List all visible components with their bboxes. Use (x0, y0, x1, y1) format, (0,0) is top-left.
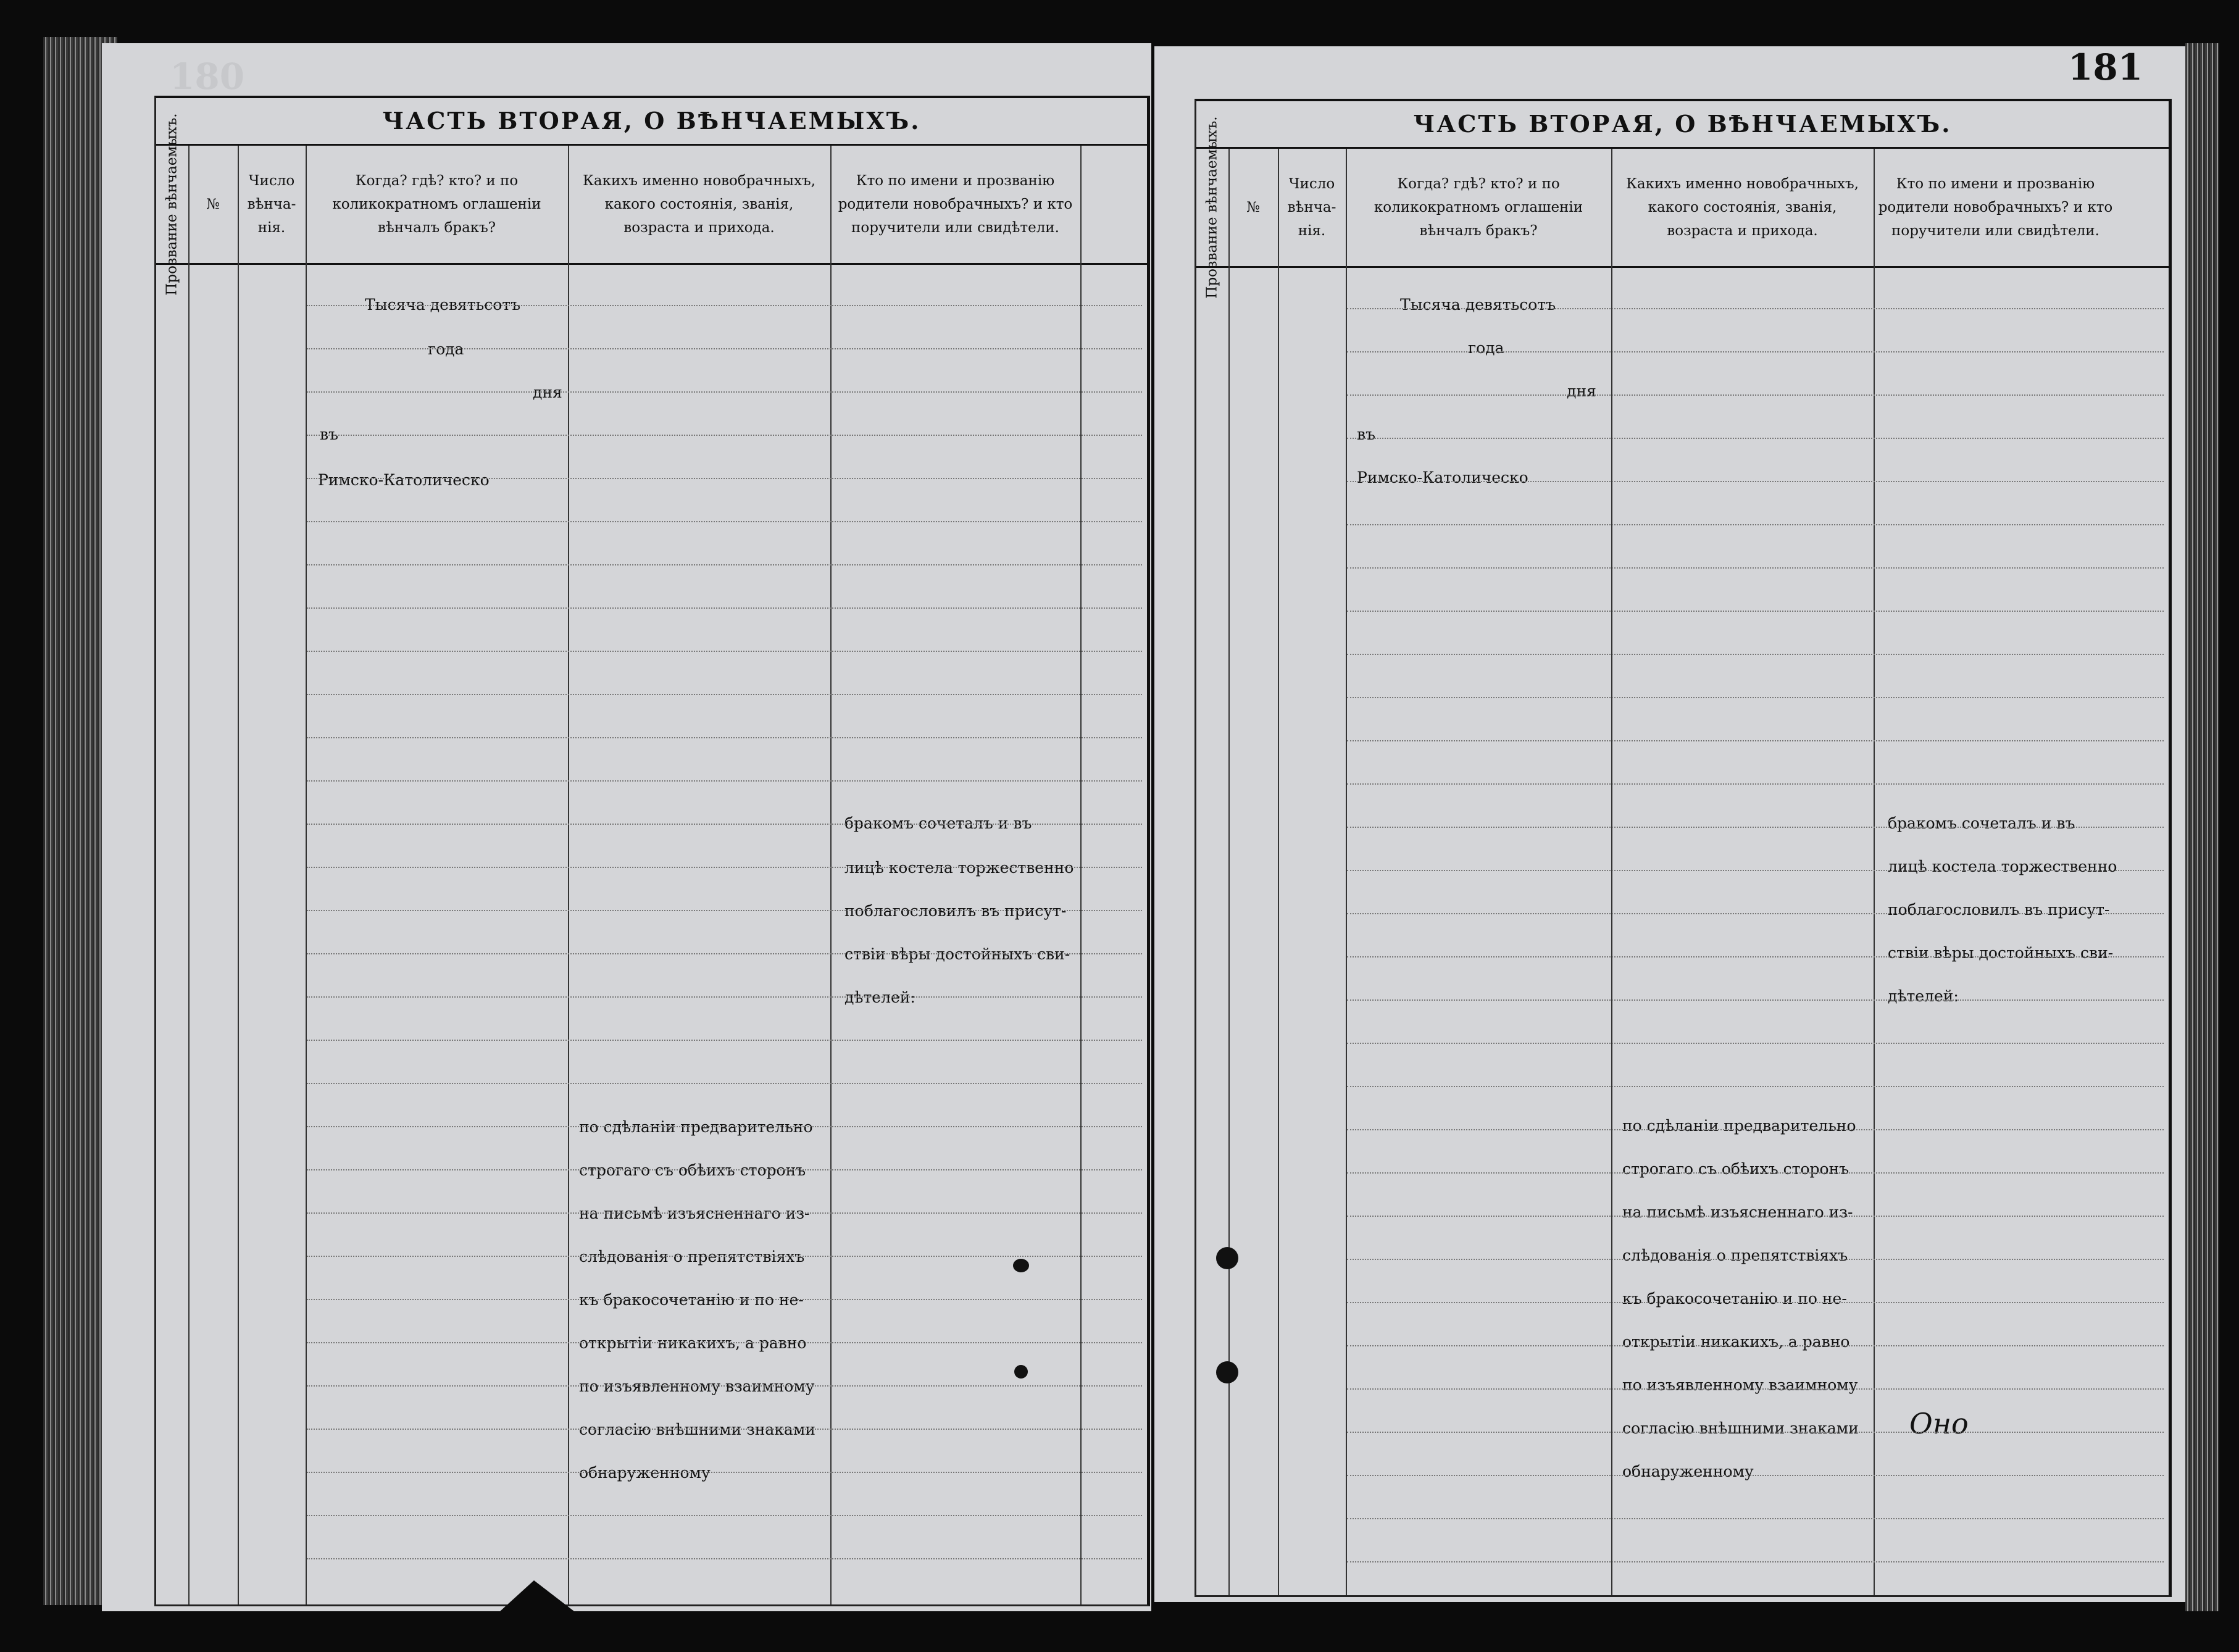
col-rule (1346, 149, 1347, 1595)
dotted-rule (307, 435, 1142, 436)
dotted-rule (307, 1558, 1142, 1559)
page-number-left: 180 (170, 56, 245, 98)
dotted-rule (307, 305, 1142, 306)
dotted-rule (307, 867, 1142, 868)
col-header-witnesses: Кто по имени и прозванію родители новобрачныхъ? и кто поручители или свидѣтели. (838, 173, 1073, 236)
dotted-rule (1347, 1043, 2164, 1044)
handwritten-mark: Оно (1909, 1407, 1969, 1440)
dotted-rule (1347, 1388, 2164, 1390)
ink-blot (1013, 1259, 1029, 1272)
dotted-rule (1347, 567, 2164, 569)
when-line-in: въ (320, 425, 338, 443)
dotted-rule (1347, 1259, 2164, 1260)
dotted-rule (307, 1256, 1142, 1257)
dotted-rule (1347, 1302, 2164, 1303)
col-header-surname: Прозвание вѣнчаемыхъ. (1204, 116, 1220, 299)
dotted-rule (1347, 827, 2164, 828)
inquiry-line: открытіи никакихъ, а равно (1622, 1333, 1850, 1351)
header-rule (156, 263, 1147, 265)
when-line-year: года (428, 340, 464, 358)
col-header-couple: Какихъ именно новобрачныхъ, какого состоянія, званія, возраста и прихода. (583, 173, 815, 236)
inquiry-line: къ бракосочетанію и по не- (579, 1291, 804, 1309)
inquiry-line: обнаруженному (579, 1464, 711, 1482)
dotted-rule (307, 1515, 1142, 1516)
inquiry-line: слѣдованія о препятствіяхъ (1622, 1246, 1848, 1264)
dotted-rule (307, 607, 1142, 609)
register-table-left (154, 96, 1150, 1606)
dotted-rule (1347, 438, 2164, 439)
when-line-church: Римско-Католическо (1357, 469, 1528, 486)
header-rule (1196, 266, 2169, 268)
left-page (102, 43, 1151, 1611)
when-line-in: въ (1357, 425, 1375, 443)
witness-line: поблагословилъ въ присут- (1888, 901, 2110, 919)
when-line-day: дня (533, 383, 562, 401)
inquiry-line: слѣдованія о препятствіяхъ (579, 1248, 805, 1266)
dotted-rule (1347, 1475, 2164, 1476)
inquiry-line: строгаго съ обѣихъ сторонъ (1622, 1160, 1849, 1178)
when-line-church: Римско-Католическо (318, 471, 490, 489)
dotted-rule (1347, 956, 2164, 957)
dotted-rule (1347, 1129, 2164, 1130)
dotted-rule (1347, 351, 2164, 353)
dotted-rule (1347, 394, 2164, 396)
dotted-rule (1347, 308, 2164, 309)
witness-line: ствіи вѣры достойныхъ сви- (844, 945, 1070, 963)
dotted-rule (1347, 1561, 2164, 1562)
dotted-rule (1347, 611, 2164, 612)
dotted-rule (307, 478, 1142, 479)
dotted-rule (1347, 1086, 2164, 1087)
dotted-rule (307, 521, 1142, 522)
inquiry-line: на письмѣ изъясненнаго из- (579, 1204, 810, 1222)
dotted-rule (1347, 999, 2164, 1001)
page-title-left: ЧАСТЬ ВТОРАЯ, О ВѢНЧАЕМЫХЪ. (156, 98, 1147, 146)
dotted-rule (1347, 783, 2164, 785)
col-rule (1874, 149, 1875, 1595)
register-table-right (1195, 99, 2172, 1597)
inquiry-line: по изъявленному взаимному (579, 1377, 815, 1395)
inquiry-line: согласію внѣшними знаками (579, 1420, 815, 1438)
dotted-rule (1347, 1216, 2164, 1217)
dotted-rule (307, 780, 1142, 782)
dotted-rule (307, 1429, 1142, 1430)
witness-line: дѣтелей: (844, 988, 915, 1006)
dotted-rule (1347, 1518, 2164, 1519)
dotted-rule (307, 1299, 1142, 1300)
dotted-rule (1347, 697, 2164, 698)
dotted-rule (307, 651, 1142, 652)
when-line-day: дня (1567, 382, 1596, 400)
dotted-rule (307, 1385, 1142, 1387)
inquiry-line: открытіи никакихъ, а равно (579, 1334, 807, 1352)
col-header-number: № (206, 196, 220, 212)
witness-line: лицѣ костела торжественно (844, 859, 1074, 877)
dotted-rule (1347, 481, 2164, 482)
dotted-rule (307, 1342, 1142, 1343)
dotted-rule (307, 564, 1142, 565)
binding-hole (1216, 1361, 1238, 1383)
dotted-rule (307, 391, 1142, 393)
binding-hole (1216, 1247, 1238, 1269)
dotted-rule (307, 694, 1142, 695)
inquiry-line: на письмѣ изъясненнаго из- (1622, 1203, 1853, 1221)
page-number-right: 181 (2068, 46, 2143, 88)
torn-corner (398, 1580, 694, 1611)
dotted-rule (307, 1040, 1142, 1041)
when-line-year-label: Тысяча девятьсотъ (1400, 296, 1556, 314)
dotted-rule (1347, 1172, 2164, 1174)
col-rule (188, 146, 190, 1604)
page-title-right: ЧАСТЬ ВТОРАЯ, О ВѢНЧАЕМЫХЪ. (1196, 101, 2169, 149)
inquiry-line: обнаруженному (1622, 1462, 1754, 1480)
inquiry-line: по изъявленному взаимному (1622, 1376, 1858, 1394)
col-header-when: Когда? гдѣ? кто? и по коликократномъ оглашеніи вѣнчалъ бракъ? (332, 173, 541, 236)
witness-line: лицѣ костела торжественно (1888, 857, 2117, 875)
dotted-rule (1347, 654, 2164, 655)
col-header-count: Число вѣнча-нія. (247, 173, 296, 236)
dotted-rule (1347, 524, 2164, 525)
inquiry-line: по сдѣланіи предварительно (1622, 1117, 1856, 1135)
dotted-rule (1347, 913, 2164, 914)
dotted-rule (307, 737, 1142, 738)
dotted-rule (307, 1126, 1142, 1127)
inquiry-line: согласію внѣшними знаками (1622, 1419, 1859, 1437)
inquiry-line: строгаго съ обѣихъ сторонъ (579, 1161, 806, 1179)
col-header-count: Число вѣнча-нія. (1287, 176, 1336, 239)
dotted-rule (307, 824, 1142, 825)
inquiry-line: по сдѣланіи предварительно (579, 1118, 813, 1136)
witness-line: ствіи вѣры достойныхъ сви- (1888, 944, 2114, 962)
dotted-rule (307, 910, 1142, 911)
witness-line: дѣтелей: (1888, 987, 1959, 1005)
witness-line: бракомъ сочеталъ и въ (844, 814, 1032, 832)
book-edge-right (2185, 43, 2219, 1611)
col-header-when: Когда? гдѣ? кто? и по коликократномъ оглашеніи вѣнчалъ бракъ? (1374, 176, 1583, 239)
col-header-witnesses: Кто по имени и прозванію родители новобрачныхъ? и кто поручители или свидѣтели. (1878, 176, 2113, 239)
dotted-rule (307, 1083, 1142, 1084)
dotted-rule (1347, 1345, 2164, 1346)
when-line-year: года (1468, 339, 1504, 357)
dotted-rule (1347, 1432, 2164, 1433)
dotted-rule (307, 1472, 1142, 1473)
dotted-rule (307, 348, 1142, 349)
when-line-year-label: Тысяча девятьсотъ (365, 296, 520, 314)
right-page (1154, 46, 2185, 1602)
col-rule (1278, 149, 1279, 1595)
ink-blot (1014, 1365, 1028, 1379)
col-rule (1611, 149, 1612, 1595)
witness-line: бракомъ сочеталъ и въ (1888, 814, 2075, 832)
col-header-number: № (1246, 199, 1260, 215)
dotted-rule (307, 996, 1142, 998)
col-rule (238, 146, 239, 1604)
dotted-rule (1347, 740, 2164, 741)
dotted-rule (307, 1212, 1142, 1214)
dotted-rule (1347, 870, 2164, 871)
col-header-surname: Прозвание вѣнчаемыхъ. (164, 113, 180, 296)
witness-line: поблагословилъ въ присут- (844, 902, 1067, 920)
dotted-rule (307, 1169, 1142, 1170)
col-header-couple: Какихъ именно новобрачныхъ, какого состоянія, званія, возраста и прихода. (1626, 176, 1859, 239)
dotted-rule (307, 953, 1142, 954)
inquiry-line: къ бракосочетанію и по не- (1622, 1290, 1847, 1308)
